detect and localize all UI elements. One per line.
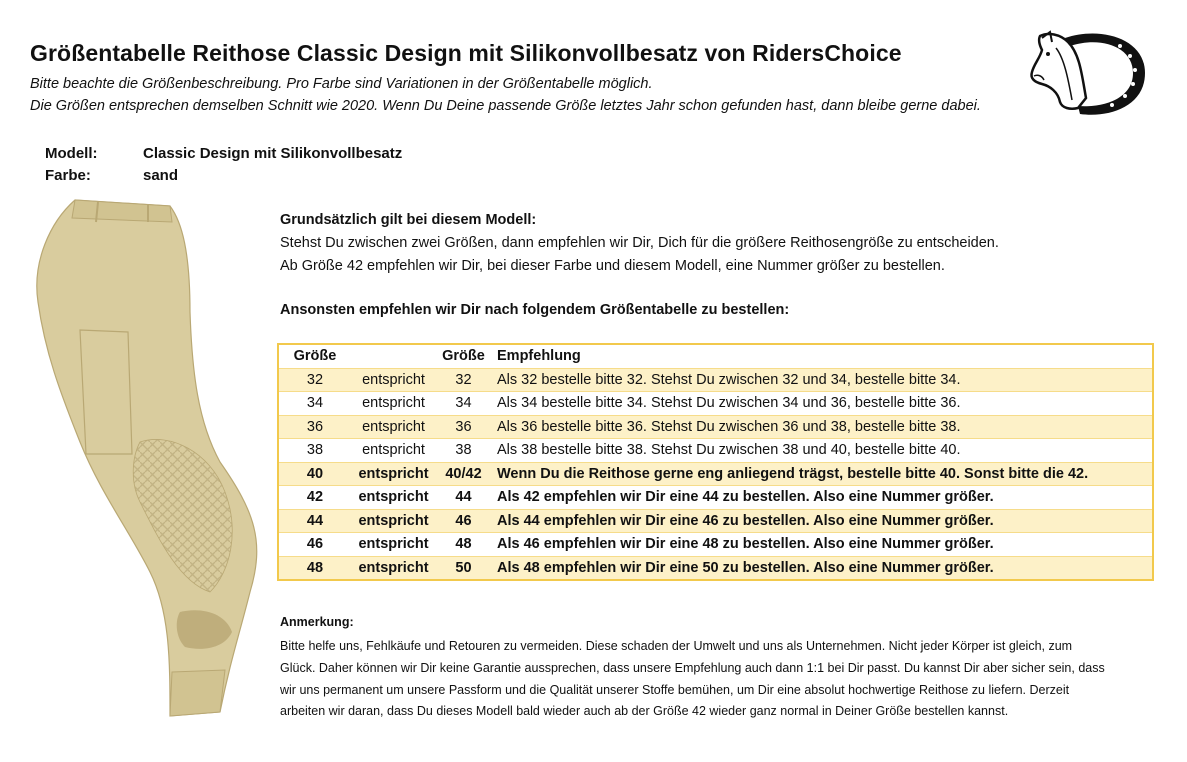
cell-size-from: 34 — [306, 395, 324, 412]
intro-line-3: Ansonsten empfehlen wir Dir nach folgendem Größentabelle zu bestellen: — [280, 302, 790, 318]
page-title: Größentabelle Reithose Classic Design mit Silikonvollbesatz von RidersChoice — [30, 40, 902, 66]
cell-size-from: 40 — [306, 465, 324, 482]
cell-equals: entspricht — [358, 512, 429, 529]
table-row — [278, 486, 1153, 510]
model-label: Modell: — [45, 145, 98, 162]
cell-size-from: 32 — [306, 371, 324, 388]
subtitle-line-1: Bitte beachte die Größenbeschreibung. Pro Farbe sind Variationen in der Größentabelle möglich. — [30, 76, 653, 92]
cell-size-to: 46 — [455, 512, 472, 529]
table-row — [278, 533, 1153, 557]
table-row — [278, 509, 1153, 533]
cell-recommendation: Als 42 empfehlen wir Dir eine 44 zu bestellen. Also eine Nummer größer. — [497, 489, 994, 506]
size-table — [277, 343, 1154, 581]
horse-horseshoe-logo — [1020, 28, 1150, 118]
note-heading: Anmerkung: — [280, 615, 354, 629]
cell-size-from: 36 — [306, 418, 324, 435]
cell-equals: entspricht — [362, 442, 425, 459]
cell-size-from: 42 — [306, 489, 324, 506]
intro-line-1: Stehst Du zwischen zwei Größen, dann empfehlen wir Dir, Dich für die größere Reithosengröße zu entscheiden. — [280, 235, 999, 251]
color-value: sand — [143, 167, 179, 184]
cell-size-from: 38 — [306, 442, 324, 459]
cell-equals: entspricht — [362, 371, 425, 388]
cell-size-to: 50 — [455, 559, 472, 576]
cell-equals: entspricht — [358, 465, 429, 482]
table-header-row — [278, 344, 1153, 368]
cell-equals: entspricht — [358, 536, 429, 553]
cell-recommendation: Wenn Du die Reithose gerne eng anliegend trägst, bestelle bitte 40. Sonst bitte die 42. — [497, 465, 1089, 482]
cell-recommendation: Als 32 bestelle bitte 32. Stehst Du zwischen 32 und 34, bestelle bitte 34. — [497, 371, 961, 388]
cell-size-to: 48 — [455, 536, 472, 553]
subtitle-line-2: Die Größen entsprechen demselben Schnitt wie 2020. Wenn Du Deine passende Größe letztes Jahr schon gefunden hast, dann bleibe gerne dabei. — [30, 98, 981, 114]
cell-recommendation: Als 34 bestelle bitte 34. Stehst Du zwischen 34 und 36, bestelle bitte 36. — [497, 395, 961, 412]
header-recommendation: Empfehlung — [497, 348, 581, 365]
cell-size-to: 34 — [455, 395, 472, 412]
cell-size-to: 40/42 — [445, 465, 482, 482]
intro-line-2: Ab Größe 42 empfehlen wir Dir, bei dieser Farbe und diesem Modell, eine Nummer größer zu bestellen. — [280, 258, 945, 274]
cell-equals: entspricht — [358, 489, 429, 506]
intro-heading: Grundsätzlich gilt bei diesem Modell: — [280, 212, 537, 228]
cell-size-to: 32 — [455, 371, 472, 388]
cell-recommendation: Als 36 bestelle bitte 36. Stehst Du zwischen 36 und 38, bestelle bitte 38. — [497, 418, 961, 435]
riding-breeches-image — [20, 192, 270, 722]
cell-recommendation: Als 48 empfehlen wir Dir eine 50 zu bestellen. Also eine Nummer größer. — [497, 559, 994, 576]
table-row — [278, 415, 1153, 439]
cell-recommendation: Als 44 empfehlen wir Dir eine 46 zu bestellen. Also eine Nummer größer. — [497, 512, 994, 529]
table-row — [278, 439, 1153, 463]
cell-size-to: 36 — [455, 418, 472, 435]
model-value: Classic Design mit Silikonvollbesatz — [143, 145, 403, 162]
header-blank — [351, 344, 436, 368]
table-row — [278, 368, 1153, 392]
cell-size-from: 48 — [306, 559, 324, 576]
cell-equals: entspricht — [362, 418, 425, 435]
cell-recommendation: Als 38 bestelle bitte 38. Stehst Du zwischen 38 und 40, bestelle bitte 40. — [497, 442, 961, 459]
cell-size-from: 46 — [306, 536, 324, 553]
color-label: Farbe: — [45, 167, 91, 184]
header-size-to: Größe — [442, 348, 485, 365]
cell-size-to: 38 — [455, 442, 472, 459]
header-size-from: Größe — [293, 348, 337, 365]
cell-recommendation: Als 46 empfehlen wir Dir eine 48 zu bestellen. Also eine Nummer größer. — [497, 536, 994, 553]
cell-size-to: 44 — [455, 489, 472, 506]
table-row — [278, 392, 1153, 416]
table-row — [278, 462, 1153, 486]
cell-equals: entspricht — [362, 395, 425, 412]
note-body: Bitte helfe uns, Fehlkäufe und Retouren zu vermeiden. Diese schaden der Umwelt und uns als Unternehmen. Nicht jeder Körper ist gleich, zum Glück. Daher können wir Dir keine Garantie aussprechen, dass unsere Empfehlung auch dann 1:1 bei Dir passt. Du kannst Dir aber sicher sein, dass wir uns permanent um unsere Passform und die Qualität unserer Stoffe bemühen, um Dir eine absolut hochwertige Reithose zu liefern. Derzeit arbeiten wir daran, dass Du dieses Modell bald wieder auch ab der Größe 42 wieder ganz normal in Deiner Größe bestellen kannst. — [280, 639, 1105, 719]
table-row — [278, 556, 1153, 580]
cell-equals: entspricht — [358, 559, 429, 576]
cell-size-from: 44 — [306, 512, 324, 529]
